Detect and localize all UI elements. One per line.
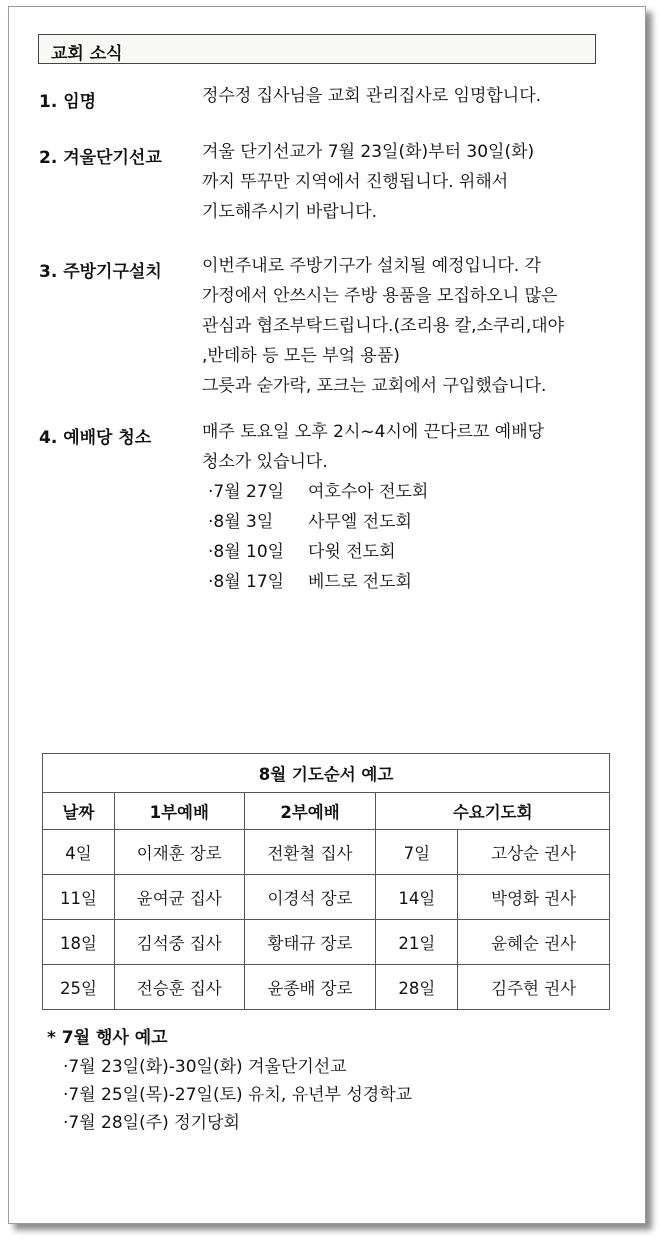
table-cell: 김석중 집사 (114, 920, 244, 965)
table-cell: 28일 (376, 965, 458, 1010)
cleaning-schedule-row (202, 507, 602, 537)
table-cell: 고상순 권사 (458, 830, 610, 875)
table-cell: 윤혜순 권사 (458, 920, 610, 965)
schedule-group: 베드로 전도회 (308, 572, 412, 592)
column-header: 수요기도회 (376, 793, 610, 830)
table-row (43, 920, 610, 965)
schedule-date: ·8월 10일 (208, 542, 285, 562)
bulletin-page (8, 6, 646, 1224)
notice-line: 기도해주시기 바랍니다. (202, 202, 378, 222)
table-cell: 김주현 권사 (458, 965, 610, 1010)
schedule-group: 여호수아 전도회 (308, 482, 429, 502)
event-item: ·7월 28일(주) 정기당회 (63, 1113, 240, 1133)
schedule-date: ·8월 17일 (208, 572, 285, 592)
column-header: 2부예배 (244, 793, 376, 830)
events-title: * 7월 행사 예고 (47, 1028, 168, 1048)
notice-line: 청소가 있습니다. (202, 452, 328, 472)
notice-label: 1. 임명 (39, 92, 97, 112)
notice-line: 겨울 단기선교가 7월 23일(화)부터 30일(화) (202, 142, 535, 162)
notice-body (202, 137, 602, 227)
notice-body (202, 251, 602, 401)
section-title: 교회 소식 (51, 44, 123, 64)
table-cell: 7일 (376, 830, 458, 875)
table-row (43, 875, 610, 920)
table-cell: 25일 (43, 965, 115, 1010)
notice-line: 이번주내로 주방기구가 설치될 예정입니다. 각 (202, 256, 542, 276)
notice-line: 까지 뚜꾸만 지역에서 진행됩니다. 위해서 (202, 172, 509, 192)
event-item: ·7월 25일(목)-27일(토) 유치, 유년부 성경학교 (63, 1085, 413, 1105)
table-cell: 11일 (43, 875, 115, 920)
table-cell: 전승훈 집사 (114, 965, 244, 1010)
schedule-group: 다윗 전도회 (308, 542, 396, 562)
table-row (43, 830, 610, 875)
table-title: 8월 기도순서 예고 (43, 754, 610, 793)
notice-label: 3. 주방기구설치 (39, 262, 162, 282)
notice-label: 2. 겨울단기선교 (39, 148, 162, 168)
section-header (38, 34, 596, 64)
table-cell: 이경석 장로 (244, 875, 376, 920)
table-row (43, 965, 610, 1010)
column-header: 1부예배 (114, 793, 244, 830)
table-cell: 전환철 집사 (244, 830, 376, 875)
schedule-date: ·7월 27일 (208, 482, 285, 502)
cleaning-schedule-row (202, 567, 602, 597)
cleaning-schedule-row (202, 537, 602, 567)
notice-line: 매주 토요일 오후 2시~4시에 끈다르꼬 예배당 (202, 422, 545, 442)
table-cell: 18일 (43, 920, 115, 965)
notice-line: 관심과 협조부탁드립니다.(조리용 칼,소쿠리,대야 (202, 316, 565, 336)
notice-body (202, 417, 602, 597)
notice-label: 4. 예배당 청소 (39, 428, 152, 448)
cleaning-schedule-row (202, 477, 602, 507)
table-cell: 21일 (376, 920, 458, 965)
notice-line: 가정에서 안쓰시는 주방 용품을 모집하오니 많은 (202, 286, 558, 306)
july-events (47, 1023, 412, 1137)
schedule-group: 사무엘 전도회 (308, 512, 412, 532)
notice-line: 그릇과 숟가락, 포크는 교회에서 구입했습니다. (202, 376, 547, 396)
table-cell: 이재훈 장로 (114, 830, 244, 875)
table-title-row (43, 754, 610, 793)
table-cell: 황태규 장로 (244, 920, 376, 965)
notice-line: 정수정 집사님을 교회 관리집사로 임명합니다. (202, 86, 542, 106)
prayer-order-table (42, 753, 610, 1010)
table-cell: 14일 (376, 875, 458, 920)
schedule-date: ·8월 3일 (208, 512, 274, 532)
table-cell: 윤종배 장로 (244, 965, 376, 1010)
notice-body (202, 81, 602, 111)
table-cell: 4일 (43, 830, 115, 875)
event-item: ·7월 23일(화)-30일(화) 겨울단기선교 (63, 1057, 347, 1077)
column-header: 날짜 (43, 793, 115, 830)
table-cell: 박영화 권사 (458, 875, 610, 920)
notice-line: ,반데하 등 모든 부엌 용품) (202, 346, 400, 366)
table-header-row (43, 793, 610, 830)
table-cell: 윤여균 집사 (114, 875, 244, 920)
